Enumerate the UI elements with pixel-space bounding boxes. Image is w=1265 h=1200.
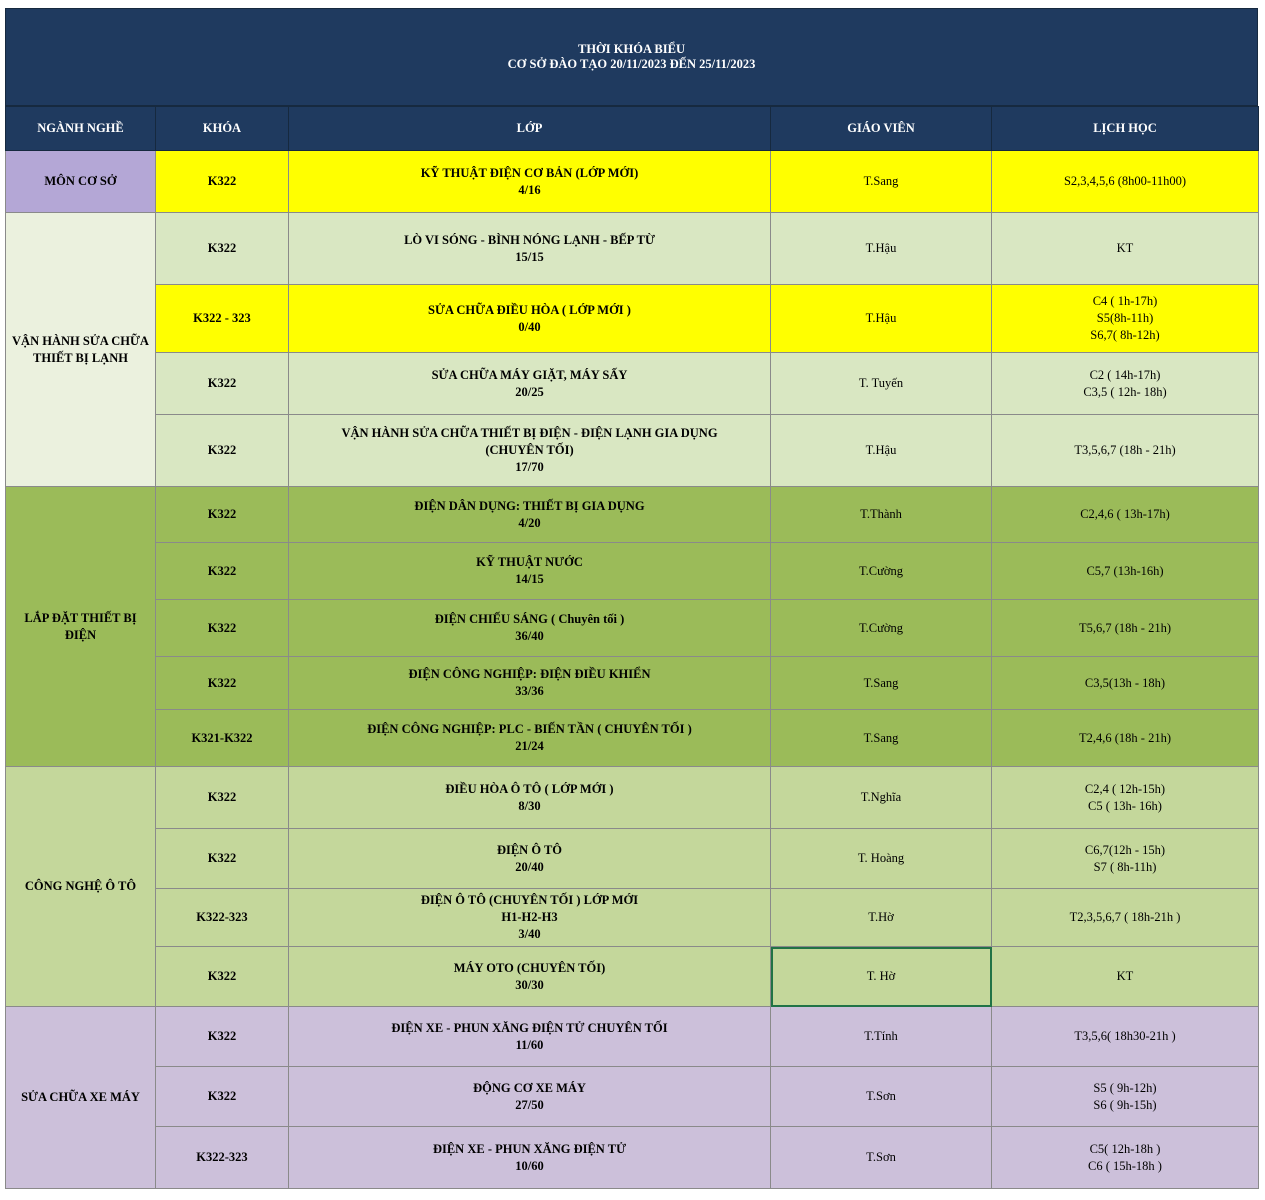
giao-vien-cell[interactable] bbox=[771, 947, 992, 1007]
khoa-cell[interactable] bbox=[156, 487, 289, 543]
khoa-value: K322 - 323 bbox=[193, 311, 251, 325]
lich-hoc-line: T3,5,6,7 (18h - 21h) bbox=[1074, 443, 1176, 457]
lich-hoc-cell[interactable] bbox=[992, 543, 1259, 600]
khoa-cell[interactable] bbox=[156, 1007, 289, 1067]
khoa-cell[interactable] bbox=[156, 1127, 289, 1189]
khoa-value: K322 bbox=[207, 507, 237, 521]
lich-hoc-line: C3,5 ( 12h- 18h) bbox=[1083, 384, 1167, 399]
table-row bbox=[6, 947, 1259, 1007]
lop-line: 11/60 bbox=[515, 1037, 544, 1052]
table-row bbox=[6, 1127, 1259, 1189]
lich-hoc-cell[interactable] bbox=[992, 657, 1259, 710]
table-row bbox=[6, 151, 1259, 213]
lop-line: ĐIỀU HÒA Ô TÔ ( LỚP MỚI ) bbox=[445, 781, 614, 796]
lop-cell[interactable] bbox=[289, 829, 771, 889]
giao-vien-value: T.Hậu bbox=[865, 311, 897, 325]
lich-hoc-line: T2,3,5,6,7 ( 18h-21h ) bbox=[1069, 910, 1181, 924]
lop-line: 21/24 bbox=[515, 739, 544, 753]
lich-hoc-line: C2 ( 14h-17h) bbox=[1089, 367, 1161, 382]
giao-vien-value: T.Sơn bbox=[866, 1089, 896, 1103]
lich-hoc-cell[interactable] bbox=[992, 285, 1259, 353]
group-van-hanh-sua-chua-thiet-bi-lanh[interactable] bbox=[6, 213, 156, 487]
lich-hoc-line: T5,6,7 (18h - 21h) bbox=[1079, 620, 1171, 635]
lop-line: 27/50 bbox=[515, 1097, 544, 1112]
lop-line: ĐIỆN CHIẾU SÁNG ( Chuyên tối ) bbox=[434, 612, 625, 626]
lich-hoc-line: S5 ( 9h-12h) bbox=[1093, 1080, 1157, 1095]
lop-line: VẬN HÀNH SỬA CHỮA THIẾT BỊ ĐIỆN - ĐIỆN LẠNH GIA DỤNG bbox=[341, 426, 718, 440]
lop-cell[interactable] bbox=[289, 1067, 771, 1127]
giao-vien-value: T.Sang bbox=[863, 174, 899, 188]
khoa-value: K322 bbox=[207, 1089, 237, 1103]
giao-vien-value: T.Sơn bbox=[866, 1150, 896, 1164]
lop-cell[interactable] bbox=[289, 151, 771, 213]
giao-vien-value: T. Hờ bbox=[866, 969, 896, 983]
header-nganh-nghe[interactable]: NGÀNH NGHỀ bbox=[6, 107, 156, 151]
lop-line: LÒ VI SÓNG - BÌNH NÓNG LẠNH - BẾP TỪ bbox=[404, 232, 655, 247]
lich-hoc-cell[interactable] bbox=[992, 889, 1259, 947]
giao-vien-value: T.Cường bbox=[858, 563, 904, 578]
table-row bbox=[6, 543, 1259, 600]
giao-vien-value: T.Hậu bbox=[865, 443, 897, 457]
khoa-value: K322 bbox=[207, 174, 237, 188]
lich-hoc-line: C6 ( 15h-18h ) bbox=[1088, 1158, 1162, 1173]
giao-vien-cell[interactable] bbox=[771, 600, 992, 657]
lich-hoc-line: C5( 12h-18h ) bbox=[1089, 1141, 1161, 1156]
lop-cell[interactable] bbox=[289, 415, 771, 487]
khoa-value: K322-323 bbox=[196, 1150, 248, 1164]
table-row bbox=[6, 767, 1259, 829]
lop-line: 33/36 bbox=[515, 684, 544, 698]
lich-hoc-cell[interactable] bbox=[992, 415, 1259, 487]
khoa-cell[interactable] bbox=[156, 213, 289, 285]
lich-hoc-line: T3,5,6( 18h30-21h ) bbox=[1074, 1029, 1176, 1043]
giao-vien-cell[interactable] bbox=[771, 657, 992, 710]
lop-line: 3/40 bbox=[518, 927, 541, 941]
giao-vien-cell[interactable] bbox=[771, 710, 992, 767]
group-label: SỬA CHỮA XE MÁY bbox=[21, 1090, 140, 1104]
giao-vien-value: T. Hoàng bbox=[857, 851, 905, 865]
header-khoa[interactable]: KHÓA bbox=[156, 107, 289, 151]
giao-vien-value: T.Thành bbox=[860, 507, 902, 521]
lop-line: 36/40 bbox=[515, 629, 544, 643]
table-row bbox=[6, 889, 1259, 947]
lop-cell[interactable] bbox=[289, 543, 771, 600]
lop-line: ĐIỆN CÔNG NGHIỆP: PLC - BIẾN TẦN ( CHUYÊN TỐI ) bbox=[367, 722, 692, 736]
table-row bbox=[6, 1067, 1259, 1127]
lop-cell[interactable] bbox=[289, 947, 771, 1007]
khoa-cell[interactable] bbox=[156, 285, 289, 353]
lich-hoc-cell[interactable] bbox=[992, 1007, 1259, 1067]
khoa-cell[interactable] bbox=[156, 543, 289, 600]
lop-cell[interactable] bbox=[289, 889, 771, 947]
giao-vien-cell[interactable] bbox=[771, 889, 992, 947]
group-mon-co-so[interactable] bbox=[6, 151, 156, 213]
khoa-cell[interactable] bbox=[156, 657, 289, 710]
header-lich-hoc[interactable]: LỊCH HỌC bbox=[992, 107, 1259, 151]
lop-line: MÁY OTO (CHUYÊN TỐI) bbox=[453, 960, 606, 975]
khoa-value: K322 bbox=[207, 969, 237, 983]
lich-hoc-cell[interactable] bbox=[992, 710, 1259, 767]
lich-hoc-cell[interactable] bbox=[992, 829, 1259, 889]
lich-hoc-line: S6 ( 9h-15h) bbox=[1093, 1097, 1157, 1112]
lop-cell[interactable] bbox=[289, 285, 771, 353]
lich-hoc-cell[interactable] bbox=[992, 767, 1259, 829]
table-row bbox=[6, 710, 1259, 767]
table-row bbox=[6, 415, 1259, 487]
lich-hoc-cell[interactable] bbox=[992, 213, 1259, 285]
giao-vien-value: T. Tuyến bbox=[858, 376, 904, 390]
title-line-1: THỜI KHÓA BIỂU bbox=[578, 42, 685, 56]
lop-line: (CHUYÊN TỐI) bbox=[485, 443, 574, 457]
lop-line: KỸ THUẬT ĐIỆN CƠ BẢN (LỚP MỚI) bbox=[420, 165, 639, 180]
lich-hoc-line: S5(8h-11h) bbox=[1096, 311, 1154, 325]
lich-hoc-line: C5,7 (13h-16h) bbox=[1086, 563, 1164, 578]
giao-vien-value: T.Sang bbox=[863, 675, 899, 690]
khoa-value: K322 bbox=[207, 241, 237, 255]
lich-hoc-line: C5 ( 13h- 16h) bbox=[1088, 798, 1162, 813]
khoa-value: K322 bbox=[207, 563, 237, 578]
table-row bbox=[6, 829, 1259, 889]
khoa-value: K322 bbox=[207, 790, 237, 804]
lich-hoc-cell[interactable] bbox=[992, 947, 1259, 1007]
schedule-sheet bbox=[5, 8, 1258, 1189]
khoa-cell[interactable] bbox=[156, 710, 289, 767]
table-row bbox=[6, 1007, 1259, 1067]
lop-cell[interactable] bbox=[289, 600, 771, 657]
schedule-body bbox=[6, 151, 1259, 1189]
lop-line: ĐIỆN XE - PHUN XĂNG ĐIỆN TỬ CHUYÊN TỐI bbox=[391, 1020, 668, 1035]
giao-vien-cell[interactable] bbox=[771, 353, 992, 415]
khoa-value: K322 bbox=[207, 1029, 237, 1043]
table-row bbox=[6, 213, 1259, 285]
group-label: VẬN HÀNH SỬA CHỮA THIẾT BỊ LẠNH bbox=[12, 333, 149, 365]
lop-line: 20/40 bbox=[515, 859, 544, 874]
lich-hoc-line: C4 ( 1h-17h) bbox=[1092, 294, 1158, 308]
khoa-cell[interactable] bbox=[156, 829, 289, 889]
lop-cell[interactable] bbox=[289, 710, 771, 767]
group-lap-dat-thiet-bi-dien[interactable] bbox=[6, 487, 156, 767]
lich-hoc-line: C2,4,6 ( 13h-17h) bbox=[1080, 507, 1170, 521]
khoa-value: K322 bbox=[207, 620, 237, 635]
lop-line: 8/30 bbox=[518, 798, 541, 813]
khoa-cell[interactable] bbox=[156, 767, 289, 829]
group-label: MÔN CƠ SỞ bbox=[44, 174, 117, 188]
group-sua-chua-xe-may[interactable] bbox=[6, 1007, 156, 1189]
giao-vien-value: T.Sang bbox=[863, 730, 899, 745]
lich-hoc-cell[interactable] bbox=[992, 353, 1259, 415]
giao-vien-cell[interactable] bbox=[771, 829, 992, 889]
giao-vien-cell[interactable] bbox=[771, 767, 992, 829]
giao-vien-cell[interactable] bbox=[771, 1007, 992, 1067]
lop-line: ĐIỆN CÔNG NGHIỆP: ĐIỆN ĐIỀU KHIỂN bbox=[408, 667, 651, 681]
giao-vien-value: T.Hậu bbox=[865, 241, 897, 255]
giao-vien-value: T.Cường bbox=[858, 620, 904, 635]
lop-line: 4/16 bbox=[518, 182, 541, 197]
khoa-cell[interactable] bbox=[156, 600, 289, 657]
khoa-value: K322 bbox=[207, 443, 237, 457]
table-row bbox=[6, 353, 1259, 415]
lop-line: SỬA CHỮA ĐIỀU HÒA ( LỚP MỚI ) bbox=[428, 302, 631, 317]
lop-cell[interactable] bbox=[289, 1127, 771, 1189]
lich-hoc-line: S7 ( 8h-11h) bbox=[1093, 859, 1157, 874]
khoa-value: K322 bbox=[207, 675, 237, 690]
lich-hoc-cell[interactable] bbox=[992, 1127, 1259, 1189]
lop-line: 0/40 bbox=[518, 319, 541, 334]
lich-hoc-line: C2,4 ( 12h-15h) bbox=[1084, 781, 1166, 796]
lich-hoc-line: C6,7(12h - 15h) bbox=[1084, 842, 1166, 857]
giao-vien-value: T.Hờ bbox=[868, 910, 894, 924]
table-row bbox=[6, 657, 1259, 710]
lop-cell[interactable] bbox=[289, 353, 771, 415]
header-lop[interactable]: LỚP bbox=[289, 107, 771, 151]
table-row bbox=[6, 487, 1259, 543]
khoa-value: K321-K322 bbox=[191, 730, 253, 745]
khoa-cell[interactable] bbox=[156, 415, 289, 487]
lich-hoc-line: KT bbox=[1116, 969, 1134, 983]
lop-line: 10/60 bbox=[515, 1158, 544, 1173]
giao-vien-cell[interactable] bbox=[771, 285, 992, 353]
lich-hoc-cell[interactable] bbox=[992, 1067, 1259, 1127]
khoa-value: K322 bbox=[207, 851, 237, 865]
lich-hoc-line: C3,5(13h - 18h) bbox=[1084, 675, 1166, 690]
table-row bbox=[6, 285, 1259, 353]
lop-line: ĐIỆN Ô TÔ (CHUYÊN TỐI ) LỚP MỚI bbox=[420, 893, 639, 907]
lop-line: 4/20 bbox=[518, 515, 541, 530]
lop-line: 15/15 bbox=[515, 249, 544, 264]
lop-line: 14/15 bbox=[515, 572, 544, 586]
khoa-cell[interactable] bbox=[156, 947, 289, 1007]
giao-vien-cell[interactable] bbox=[771, 1067, 992, 1127]
lop-line: ĐIỆN Ô TÔ bbox=[496, 842, 563, 857]
header-giao-vien[interactable]: GIÁO VIÊN bbox=[771, 107, 992, 151]
giao-vien-value: T.Nghĩa bbox=[860, 790, 902, 804]
header-row bbox=[6, 107, 1259, 151]
giao-vien-cell[interactable] bbox=[771, 151, 992, 213]
lop-line: SỬA CHỮA MÁY GIẶT, MÁY SẤY bbox=[431, 367, 628, 382]
lop-cell[interactable] bbox=[289, 657, 771, 710]
group-label: CÔNG NGHỆ Ô TÔ bbox=[24, 879, 137, 893]
khoa-value: K322 bbox=[207, 376, 237, 390]
giao-vien-cell[interactable] bbox=[771, 415, 992, 487]
khoa-cell[interactable] bbox=[156, 353, 289, 415]
lop-line: 20/25 bbox=[515, 384, 544, 399]
giao-vien-value: T.Tính bbox=[864, 1029, 898, 1043]
schedule-table bbox=[5, 106, 1259, 1189]
giao-vien-cell[interactable] bbox=[771, 543, 992, 600]
lich-hoc-line: KT bbox=[1116, 241, 1134, 255]
lop-cell[interactable] bbox=[289, 767, 771, 829]
lich-hoc-cell[interactable] bbox=[992, 151, 1259, 213]
lich-hoc-line: S2,3,4,5,6 (8h00-11h00) bbox=[1063, 174, 1187, 188]
lop-line: 30/30 bbox=[515, 977, 544, 992]
table-row bbox=[6, 600, 1259, 657]
khoa-value: K322-323 bbox=[196, 910, 248, 924]
lich-hoc-cell[interactable] bbox=[992, 487, 1259, 543]
lich-hoc-cell[interactable] bbox=[992, 600, 1259, 657]
lop-line: H1-H2-H3 bbox=[501, 910, 558, 924]
lop-cell[interactable] bbox=[289, 1007, 771, 1067]
giao-vien-cell[interactable] bbox=[771, 487, 992, 543]
lich-hoc-line: T2,4,6 (18h - 21h) bbox=[1079, 730, 1171, 745]
khoa-cell[interactable] bbox=[156, 889, 289, 947]
lop-line: 17/70 bbox=[515, 460, 544, 474]
lop-cell[interactable] bbox=[289, 213, 771, 285]
lop-line: ĐỘNG CƠ XE MÁY bbox=[473, 1080, 586, 1095]
title-line-2: CƠ SỞ ĐÀO TẠO 20/11/2023 ĐẾN 25/11/2023 bbox=[507, 57, 756, 71]
title-banner bbox=[5, 8, 1258, 106]
giao-vien-cell[interactable] bbox=[771, 213, 992, 285]
group-label: LẮP ĐẶT THIẾT BỊ ĐIỆN bbox=[24, 610, 137, 642]
lop-line: KỸ THUẬT NƯỚC bbox=[476, 555, 583, 569]
lop-line: ĐIỆN XE - PHUN XĂNG ĐIỆN TỬ bbox=[432, 1141, 627, 1156]
group-cong-nghe-o-to[interactable] bbox=[6, 767, 156, 1007]
khoa-cell[interactable] bbox=[156, 151, 289, 213]
khoa-cell[interactable] bbox=[156, 1067, 289, 1127]
lop-cell[interactable] bbox=[289, 487, 771, 543]
lop-line: ĐIỆN DÂN DỤNG: THIẾT BỊ GIA DỤNG bbox=[414, 498, 645, 513]
lich-hoc-line: S6,7( 8h-12h) bbox=[1090, 328, 1160, 342]
giao-vien-cell[interactable] bbox=[771, 1127, 992, 1189]
